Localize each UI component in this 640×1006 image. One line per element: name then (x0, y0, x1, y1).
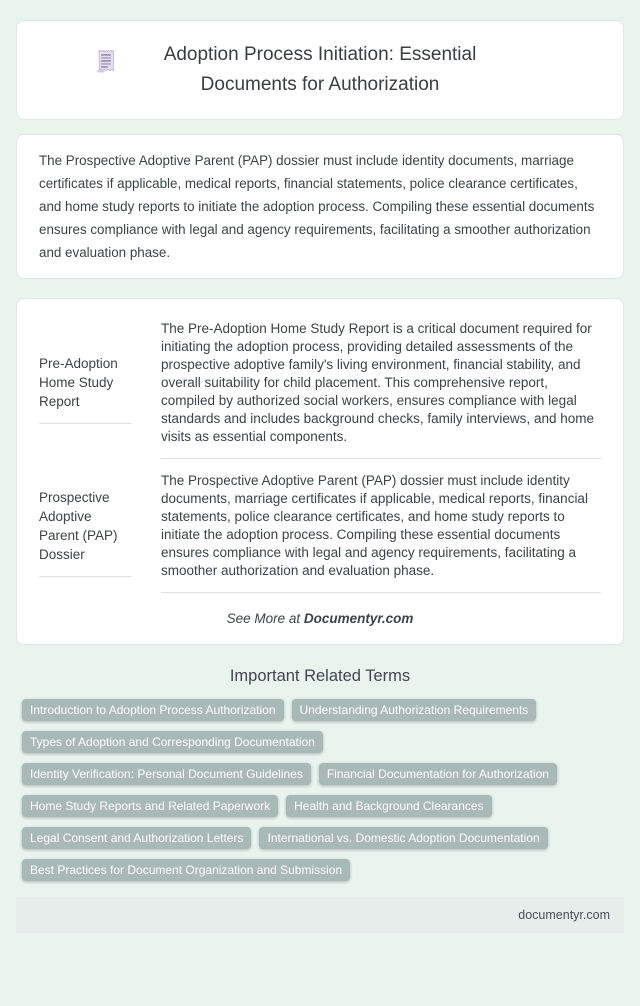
summary-card (16, 134, 624, 279)
related-term-tag[interactable]: Financial Documentation for Authorization (319, 763, 557, 785)
related-terms-list (0, 699, 640, 881)
site-name: documentyr.com (518, 908, 610, 922)
summary-text: The Prospective Adoptive Parent (PAP) dossier must include identity documents, marriage certificates if applicable, medical reports, financial statements, police clearance certificates, and home study reports to initiate the adoption process. Compiling these essential documents ensures compliance with legal and agency requirements, facilitating a smoother authorization and evaluation phase. (39, 153, 595, 260)
glossary-row (39, 307, 601, 459)
related-term-tag[interactable]: Health and Background Clearances (286, 795, 491, 817)
glossary-table (39, 307, 601, 593)
related-term-tag[interactable]: International vs. Domestic Adoption Documentation (259, 827, 547, 849)
glossary-row (39, 459, 601, 593)
related-term-tag[interactable]: Understanding Authorization Requirements (292, 699, 537, 721)
brand-name: Documentyr.com (303, 611, 414, 626)
page-title: Adoption Process Initiation: Essential Documents for Authorization (163, 44, 477, 95)
see-more (39, 593, 601, 630)
related-term-tag[interactable]: Identity Verification: Personal Document Guidelines (22, 763, 311, 785)
related-term-tag[interactable]: Types of Adoption and Corresponding Documentation (22, 731, 323, 753)
glossary-term: Prospective Adoptive Parent (PAP) Dossier (39, 476, 131, 577)
related-term-tag[interactable]: Home Study Reports and Related Paperwork (22, 795, 278, 817)
related-terms-heading: Important Related Terms (229, 667, 411, 685)
glossary-card (16, 298, 624, 645)
glossary-definition: The Pre-Adoption Home Study Report is a critical document required for initiating the adoption process, providing detailed assessments of the prospective adoptive family's living environment, financial stability, and overall suitability for child placement. This comprehensive report, compiled by authorized social workers, ensures compliance with legal standards and includes background checks, family interviews, and home visits as essential components. (161, 307, 601, 459)
related-term-tag[interactable]: Best Practices for Document Organization and Submission (22, 859, 350, 881)
footer (16, 897, 624, 933)
glossary-term: Pre-Adoption Home Study Report (39, 342, 131, 424)
related-term-tag[interactable]: Introduction to Adoption Process Authorization (22, 699, 284, 721)
glossary-definition: The Prospective Adoptive Parent (PAP) dossier must include identity documents, marriage certificates if applicable, medical reports, financial statements, police clearance certificates, and home study reports to initiate the adoption process. Compiling these essential documents ensures compliance with legal and agency requirements, facilitating a smoother authorization and evaluation phase. (161, 459, 601, 593)
title-card (16, 20, 624, 120)
receipt-icon (95, 49, 117, 74)
related-term-tag[interactable]: Legal Consent and Authorization Letters (22, 827, 251, 849)
see-more-text: See More at (226, 611, 301, 626)
